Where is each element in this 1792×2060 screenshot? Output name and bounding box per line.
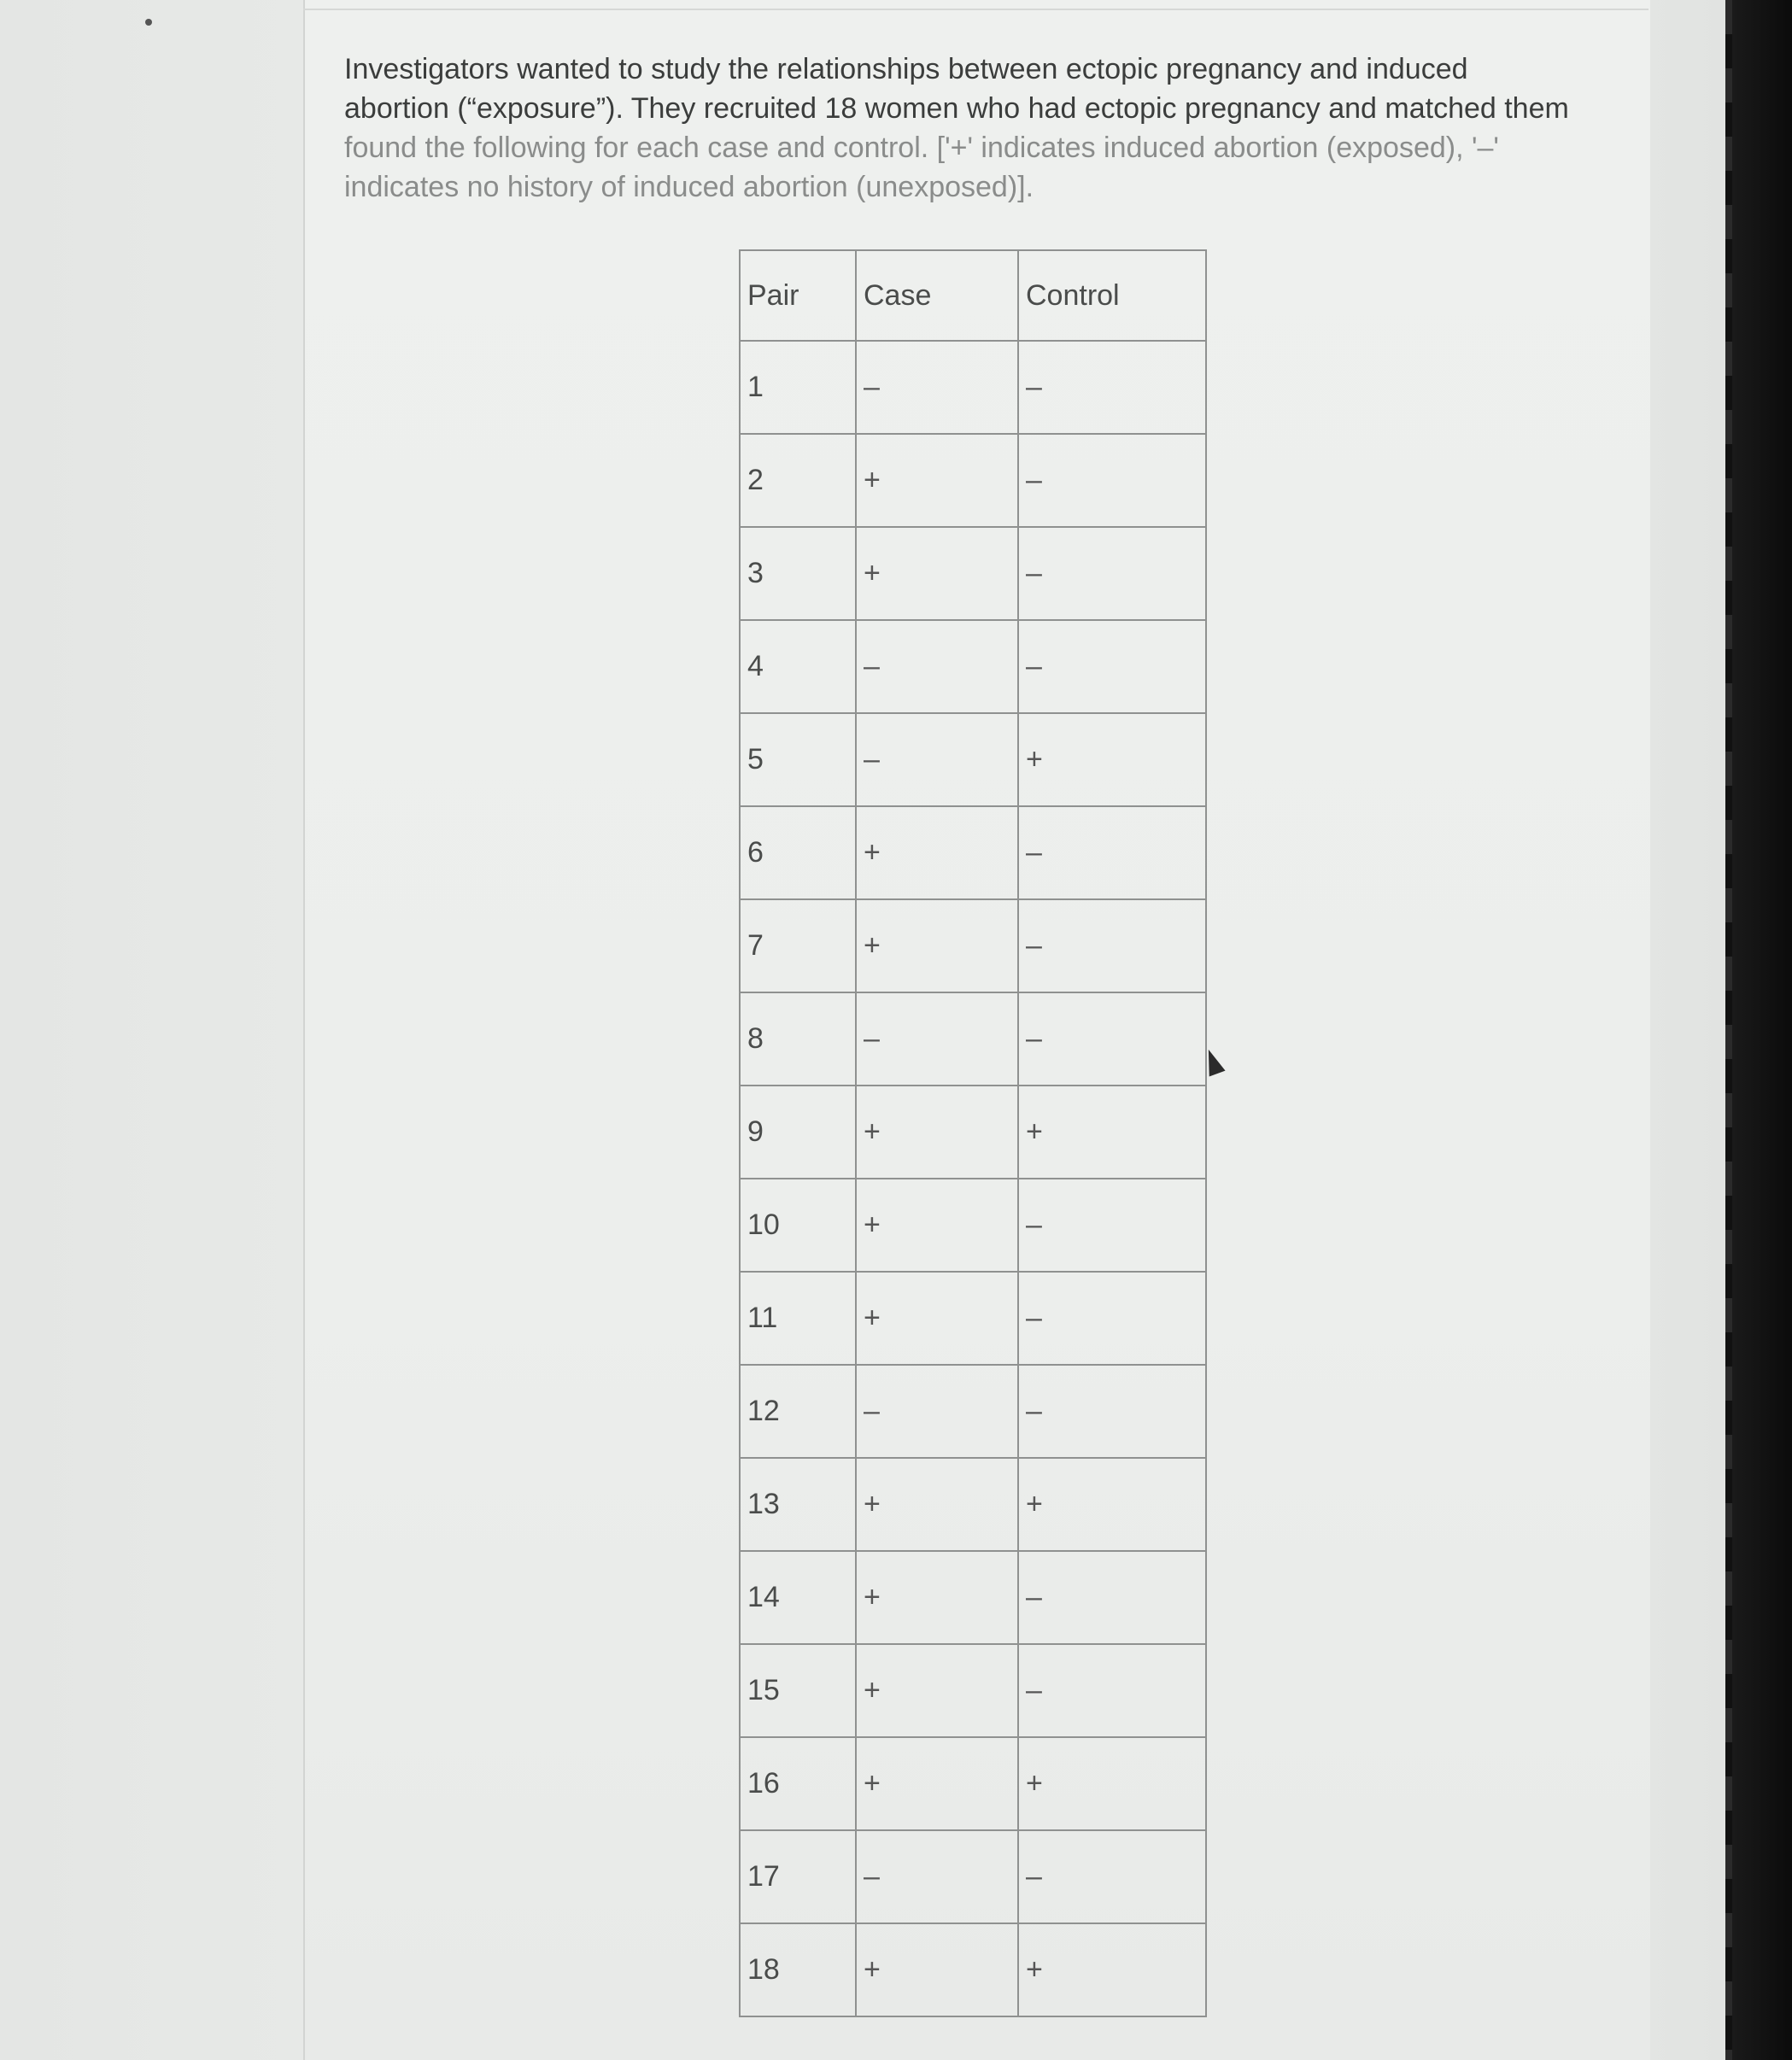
pair-cell: 16 bbox=[740, 1737, 856, 1830]
pair-cell: 12 bbox=[740, 1365, 856, 1458]
table-row bbox=[740, 806, 1206, 899]
pair-cell: 2 bbox=[740, 434, 856, 527]
question-line-2: abortion (“exposure”). They recruited 18 women who had ectopic pregnancy and matched them bbox=[344, 92, 1569, 125]
question-line-4: indicates no history of induced abortion (unexposed)]. bbox=[344, 171, 1034, 203]
question-line-3: found the following for each case and control. ['+' indicates induced abortion (exposed), '–' bbox=[344, 132, 1499, 164]
control-cell: + bbox=[1018, 1086, 1206, 1179]
pair-cell: 1 bbox=[740, 341, 856, 434]
pair-cell: 13 bbox=[740, 1458, 856, 1551]
control-cell: – bbox=[1018, 434, 1206, 527]
pair-cell: 3 bbox=[740, 527, 856, 620]
table-body bbox=[740, 341, 1206, 2016]
case-cell: + bbox=[856, 1272, 1018, 1365]
table-row bbox=[740, 713, 1206, 806]
pair-cell: 14 bbox=[740, 1551, 856, 1644]
table-row bbox=[740, 899, 1206, 992]
table-row bbox=[740, 434, 1206, 527]
control-cell: – bbox=[1018, 527, 1206, 620]
case-cell: + bbox=[856, 1923, 1018, 2016]
pair-cell: 15 bbox=[740, 1644, 856, 1737]
bullet-dot bbox=[145, 19, 152, 26]
control-cell: – bbox=[1018, 899, 1206, 992]
monitor-bezel bbox=[1732, 0, 1792, 2060]
control-cell: – bbox=[1018, 1365, 1206, 1458]
table-row bbox=[740, 1365, 1206, 1458]
pair-cell: 11 bbox=[740, 1272, 856, 1365]
pair-cell: 9 bbox=[740, 1086, 856, 1179]
table-row bbox=[740, 1272, 1206, 1365]
top-divider bbox=[303, 9, 1649, 10]
table-row bbox=[740, 1830, 1206, 1923]
table-row bbox=[740, 341, 1206, 434]
case-cell: + bbox=[856, 1458, 1018, 1551]
case-control-table bbox=[739, 249, 1207, 2017]
control-cell: – bbox=[1018, 1830, 1206, 1923]
header-case: Case bbox=[856, 250, 1018, 341]
table-header-row bbox=[740, 250, 1206, 341]
case-cell: + bbox=[856, 1644, 1018, 1737]
pair-cell: 6 bbox=[740, 806, 856, 899]
table-row bbox=[740, 620, 1206, 713]
table-row bbox=[740, 1923, 1206, 2016]
question-text bbox=[344, 50, 1591, 207]
control-cell: – bbox=[1018, 806, 1206, 899]
table-row bbox=[740, 992, 1206, 1086]
case-cell: + bbox=[856, 806, 1018, 899]
control-cell: – bbox=[1018, 1644, 1206, 1737]
pair-cell: 8 bbox=[740, 992, 856, 1086]
case-cell: + bbox=[856, 899, 1018, 992]
control-cell: + bbox=[1018, 1458, 1206, 1551]
table-row bbox=[740, 1458, 1206, 1551]
control-cell: + bbox=[1018, 713, 1206, 806]
pair-cell: 10 bbox=[740, 1179, 856, 1272]
table-row bbox=[740, 1737, 1206, 1830]
case-cell: – bbox=[856, 341, 1018, 434]
table-row bbox=[740, 1179, 1206, 1272]
control-cell: – bbox=[1018, 1179, 1206, 1272]
control-cell: – bbox=[1018, 341, 1206, 434]
pair-cell: 18 bbox=[740, 1923, 856, 2016]
case-cell: – bbox=[856, 1365, 1018, 1458]
header-pair: Pair bbox=[740, 250, 856, 341]
control-cell: – bbox=[1018, 1272, 1206, 1365]
case-cell: – bbox=[856, 992, 1018, 1086]
case-cell: – bbox=[856, 1830, 1018, 1923]
control-cell: + bbox=[1018, 1737, 1206, 1830]
case-cell: – bbox=[856, 713, 1018, 806]
pair-cell: 17 bbox=[740, 1830, 856, 1923]
table-row bbox=[740, 1086, 1206, 1179]
pair-cell: 4 bbox=[740, 620, 856, 713]
pair-cell: 5 bbox=[740, 713, 856, 806]
control-cell: – bbox=[1018, 620, 1206, 713]
header-control: Control bbox=[1018, 250, 1206, 341]
control-cell: – bbox=[1018, 992, 1206, 1086]
pair-cell: 7 bbox=[740, 899, 856, 992]
case-cell: + bbox=[856, 1179, 1018, 1272]
table-row bbox=[740, 527, 1206, 620]
case-cell: – bbox=[856, 620, 1018, 713]
case-cell: + bbox=[856, 527, 1018, 620]
control-cell: + bbox=[1018, 1923, 1206, 2016]
case-cell: + bbox=[856, 1086, 1018, 1179]
case-cell: + bbox=[856, 1551, 1018, 1644]
question-line-1: Investigators wanted to study the relationships between ectopic pregnancy and induced bbox=[344, 53, 1468, 85]
case-cell: + bbox=[856, 434, 1018, 527]
table-row bbox=[740, 1644, 1206, 1737]
control-cell: – bbox=[1018, 1551, 1206, 1644]
table-row bbox=[740, 1551, 1206, 1644]
case-cell: + bbox=[856, 1737, 1018, 1830]
